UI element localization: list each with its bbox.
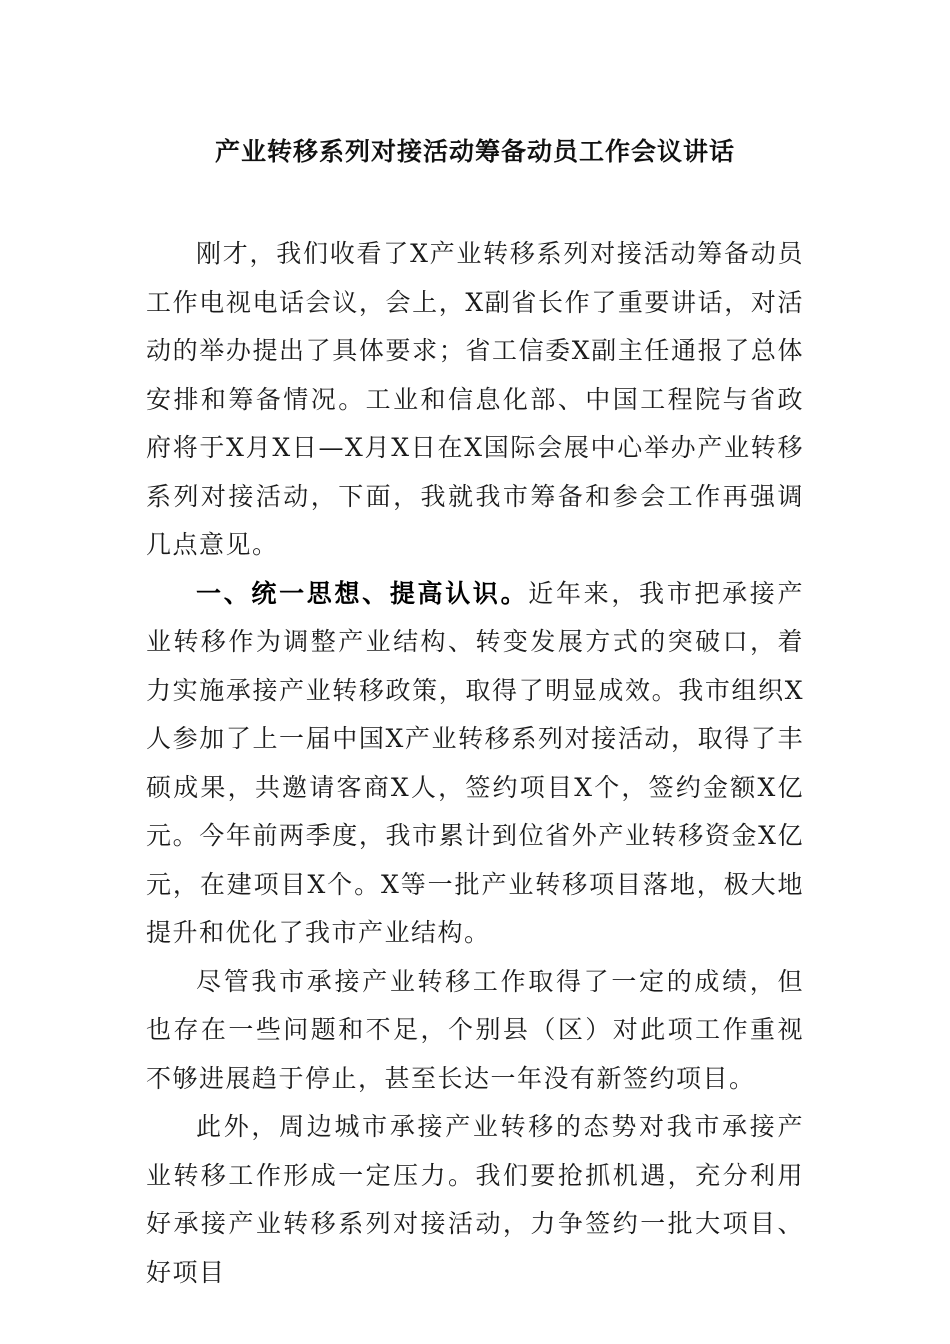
paragraph-pressure bbox=[146, 1103, 804, 1297]
document-title: 产业转移系列对接活动筹备动员工作会议讲话 bbox=[214, 137, 735, 166]
paragraph-opening bbox=[146, 230, 804, 570]
document-body bbox=[146, 230, 804, 1297]
paragraph-problems bbox=[146, 958, 804, 1104]
section-heading: 一、统一思想、提高认识。 bbox=[196, 578, 529, 608]
paragraph-text: 刚才，我们收看了X产业转移系列对接活动筹备动员工作电视电话会议，会上，X副省长作了重要讲话，对活动的举办提出了具体要求；省工信委X副主任通报了总体安排和筹备情况。工业和信息化部、中国工程院与省政府将于X月X日—X月X日在X国际会展中心举办产业转移系列对接活动，下面，我就我市筹备和参会工作再强调几点意见。 bbox=[146, 239, 804, 559]
paragraph-text: 此外，周边城市承接产业转移的态势对我市承接产业转移工作形成一定压力。我们要抢抓机遇，充分利用好承接产业转移系列对接活动，力争签约一批大项目、好项目 bbox=[146, 1112, 804, 1287]
paragraph-section-one bbox=[146, 570, 804, 958]
paragraph-text: 尽管我市承接产业转移工作取得了一定的成绩，但也存在一些问题和不足，个别县（区）对此项工作重视不够进展趋于停止，甚至长达一年没有新签约项目。 bbox=[146, 966, 804, 1093]
paragraph-text: 近年来，我市把承接产业转移作为调整产业结构、转变发展方式的突破口，着力实施承接产业转移政策，取得了明显成效。我市组织X人参加了上一届中国X产业转移系列对接活动，取得了丰硕成果，共邀请客商X人，签约项目X个，签约金额X亿元。今年前两季度，我市累计到位省外产业转移资金X亿元，在建项目X个。X等一批产业转移项目落地，极大地提升和优化了我市产业结构。 bbox=[146, 578, 804, 947]
